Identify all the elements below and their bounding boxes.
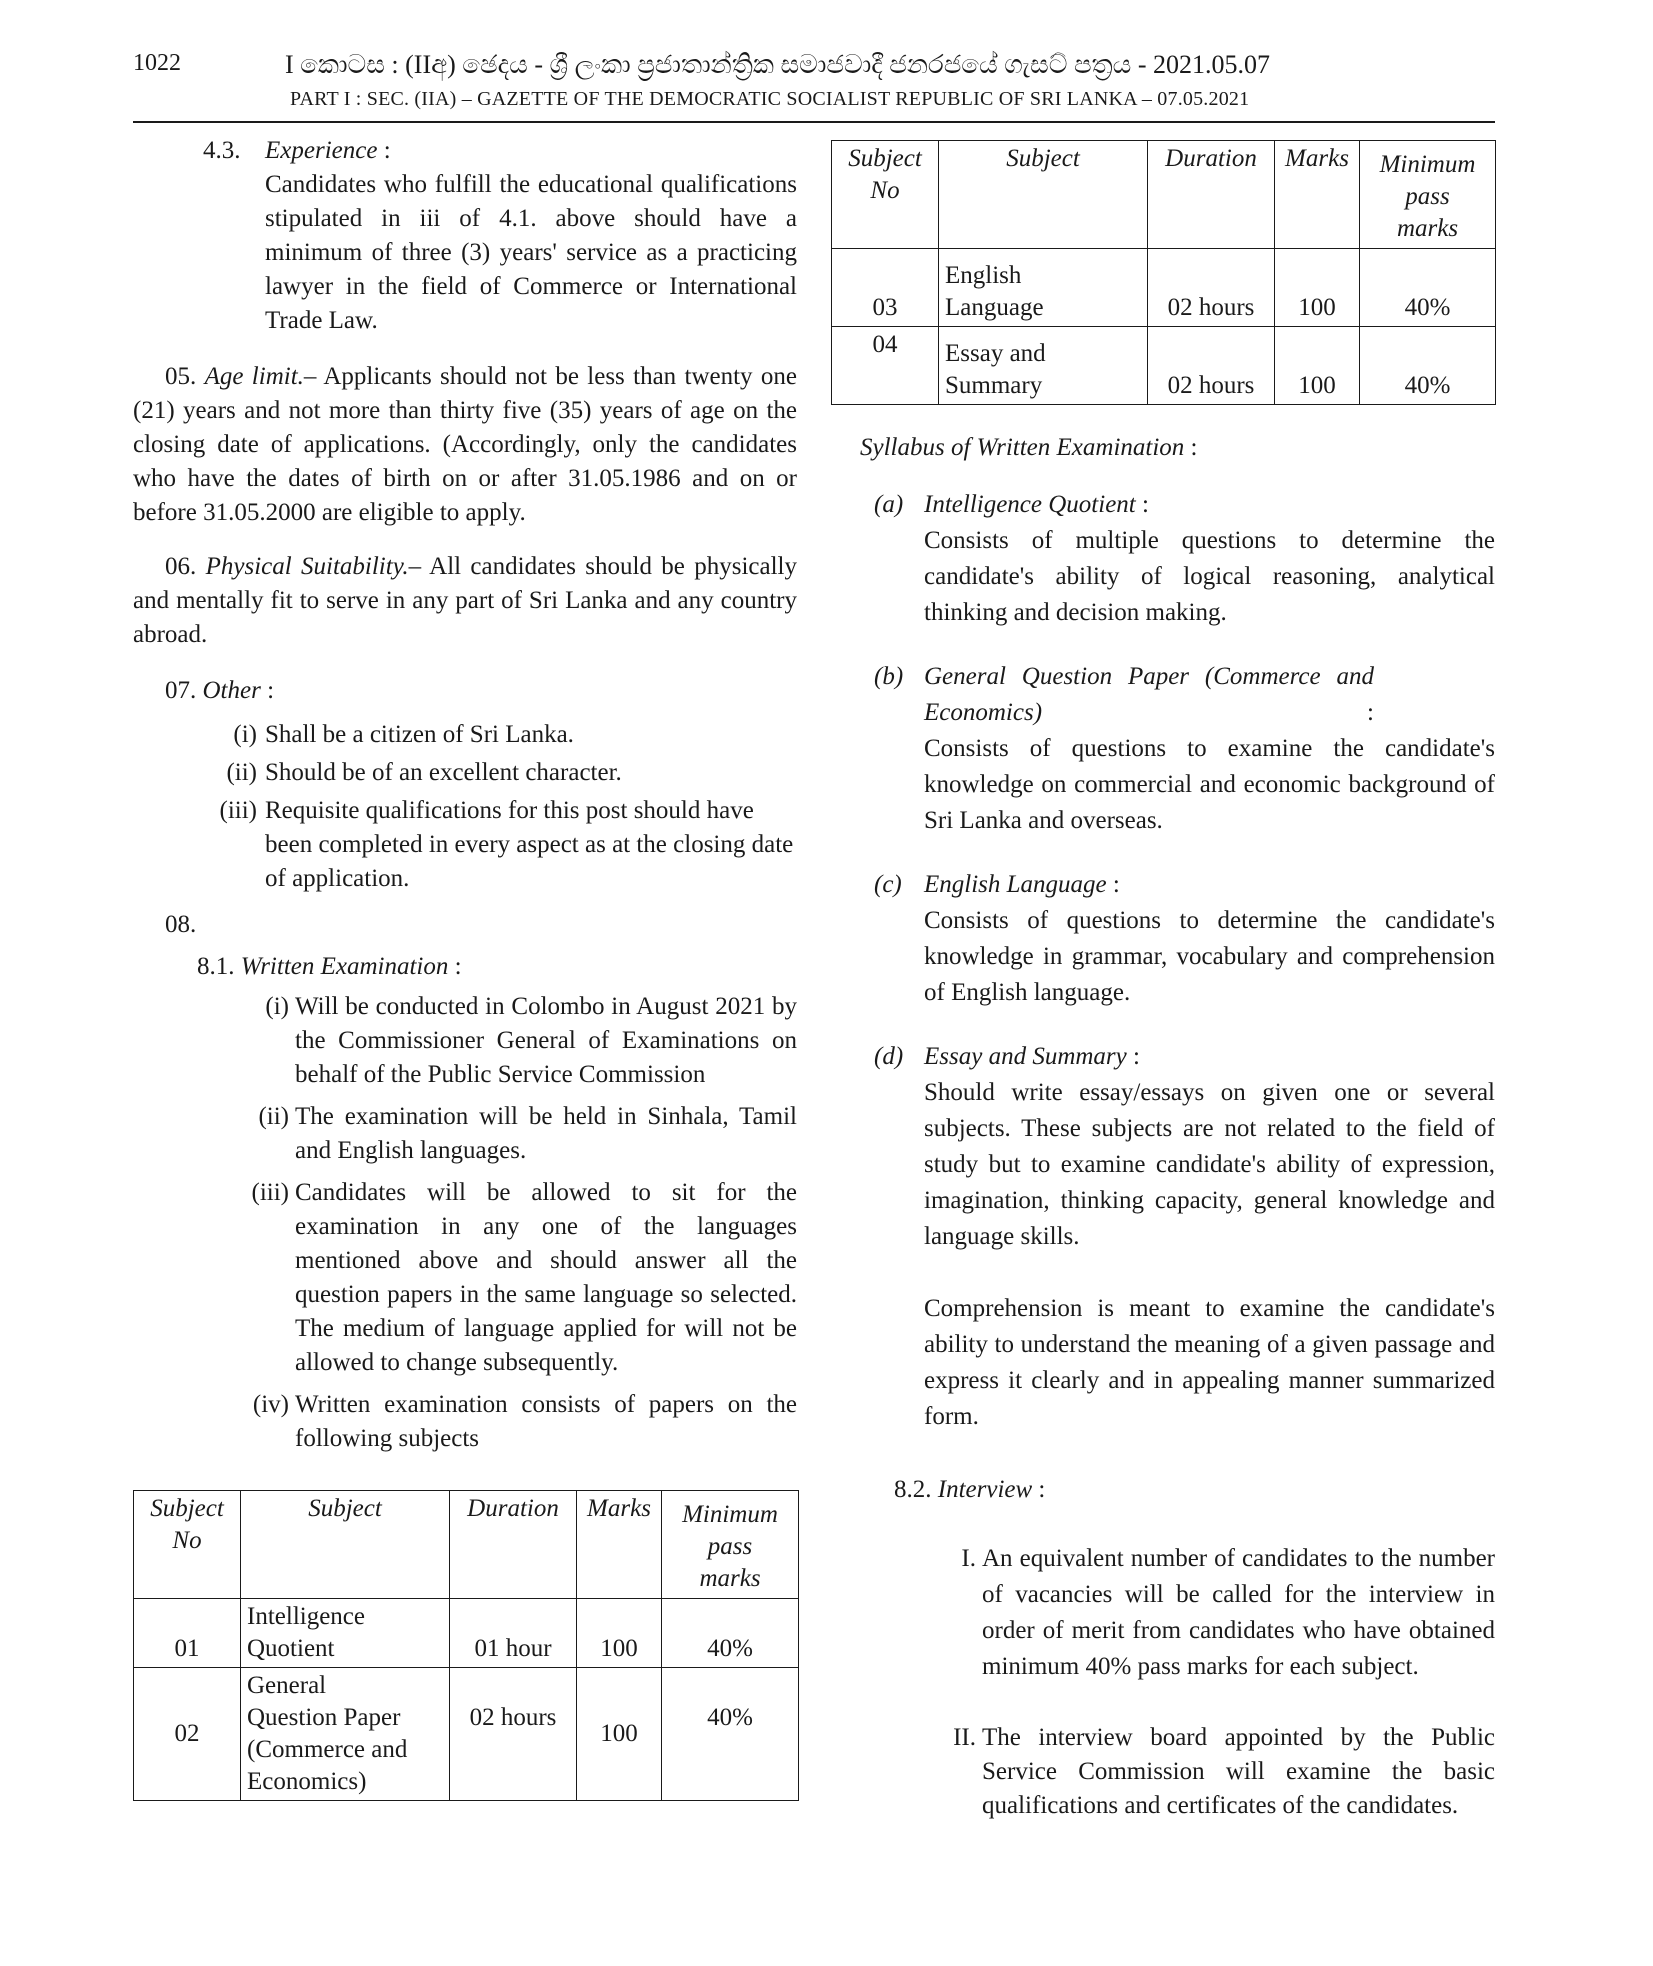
cell-minimum-pass-marks: 40% (1360, 327, 1496, 405)
table-header-row (832, 141, 1496, 249)
cell-minimum-pass-marks: 40% (662, 1599, 799, 1668)
list-item (133, 1176, 797, 1380)
item-mark: (b) (874, 663, 904, 690)
list-item (133, 718, 797, 752)
item-mark: (c) (874, 871, 902, 898)
item-text: Should be of an excellent character. (265, 759, 622, 786)
item-body-2: Comprehension is meant to examine the candidate's ability to understand the meaning of a given passage and express it clearly and in appealing manner summarized form. (924, 1295, 1495, 1430)
section-8-1: 8.1. Written Examination : (197, 953, 462, 980)
section-number: 8.1. (197, 953, 235, 980)
item-mark: (i) (233, 721, 257, 748)
item-mark: (d) (874, 1043, 904, 1070)
list-item (133, 990, 797, 1092)
item-title: Essay and Summary : (924, 1043, 1140, 1070)
section-number: 06. (165, 553, 197, 580)
syllabus-item-b (830, 659, 1495, 839)
section-body: All candidates should be physically and mentally fit to serve in any part of Sri Lanka and any country abroad. (133, 553, 797, 648)
list-item (830, 1541, 1495, 1685)
item-body: Consists of multiple questions to determine the candidate's ability of logical reasoning, analytical thinking and decision making. (924, 527, 1495, 626)
syllabus-title: Syllabus of Written Examination : (860, 434, 1198, 461)
syllabus-item-d (830, 1039, 1495, 1435)
section-06 (133, 550, 797, 652)
exam-subjects-table-2 (831, 140, 1496, 405)
section-07: 07. Other : (165, 677, 275, 704)
header-minimum-pass-marks: Minimum pass marks (662, 1491, 799, 1599)
cell-marks: 100 (577, 1599, 662, 1668)
item-mark: (iv) (252, 1391, 289, 1418)
item-text: Written examination consists of papers on the following subjects (295, 1391, 797, 1452)
syllabus-item-c (830, 867, 1495, 1011)
section-body: Applicants should not be less than twenty one (21) years and not more than thirty five (35) years of age on the closing date of applications. (Accordingly, only the candidates who have the dates of birth on or after 31.05.1986 and on or before 31.05.2000 are eligible to apply. (133, 363, 797, 526)
cell-duration: 02 hours (1148, 327, 1275, 405)
list-item (133, 1100, 797, 1168)
header-subject: Subject (241, 1491, 450, 1599)
table-header-row (134, 1491, 799, 1599)
item-title: Intelligence Quotient : (924, 491, 1149, 518)
item-title: English Language : (924, 871, 1120, 898)
cell-minimum-pass-marks: 40% (1360, 249, 1496, 327)
item-text: Will be conducted in Colombo in August 2021 by the Commissioner General of Examinations on behalf of the Public Service Commission (295, 993, 797, 1088)
cell-marks: 100 (1275, 249, 1360, 327)
header-minimum-pass-marks: Minimum pass marks (1360, 141, 1496, 249)
header-marks: Marks (577, 1491, 662, 1599)
item-mark: (iii) (219, 797, 257, 824)
section-number: 4.3. (203, 137, 241, 164)
header-rule (133, 121, 1495, 123)
cell-marks: 100 (1275, 327, 1360, 405)
header-subject-no: Subject No (134, 1491, 241, 1599)
table-row (832, 327, 1496, 405)
section-number: 05. (165, 363, 197, 390)
section-05 (133, 360, 797, 530)
cell-subject-no: 04 (832, 327, 939, 405)
section-title: Interview (937, 1476, 1033, 1503)
item-mark: (i) (265, 993, 289, 1020)
left-column (133, 134, 797, 1801)
list-item (133, 794, 797, 896)
cell-subject: Intelligence Quotient (241, 1599, 450, 1668)
header-subject: Subject (939, 141, 1148, 249)
table-row (134, 1599, 799, 1668)
cell-subject: Essay and Summary (939, 327, 1148, 405)
page-number: 1022 (133, 50, 181, 76)
cell-duration: 01 hour (450, 1599, 577, 1668)
item-mark: (a) (874, 491, 904, 518)
item-body: Consists of questions to examine the candidate's knowledge on commercial and economic background of Sri Lanka and overseas. (924, 735, 1495, 834)
syllabus-item-a (830, 487, 1495, 631)
right-column (830, 140, 1495, 1823)
cell-duration: 02 hours (1148, 249, 1275, 327)
header-title-english: PART I : SEC. (IIA) – GAZETTE OF THE DEMOCRATIC SOCIALIST REPUBLIC OF SRI LANKA – 07.05.2021 (290, 88, 1250, 110)
exam-subjects-table-1 (133, 1490, 799, 1801)
cell-minimum-pass-marks: 40% (662, 1668, 799, 1801)
header-title-sinhala: I කොටස : (IIඅ) ඡෙදය - ශ්‍රී ලංකා ප්‍රජාතාන්ත්‍රික සමාජවාදී ජනරජයේ ගැසට් පත්‍රය - 2021.05.07 (285, 50, 1271, 79)
table-row (134, 1668, 799, 1801)
section-title: Experience : (265, 137, 391, 164)
item-mark: (iii) (251, 1179, 289, 1206)
section-8-2: 8.2. Interview : (894, 1476, 1046, 1503)
section-number: 8.2. (894, 1476, 932, 1503)
item-mark: (ii) (226, 759, 257, 786)
section-body: Candidates who fulfill the educational qualifications stipulated in iii of 4.1. above should have a minimum of three (3) years' service as a practicing lawyer in the field of Commerce or International Trade Law. (265, 171, 797, 334)
list-item (830, 1721, 1495, 1823)
header-duration: Duration (1148, 141, 1275, 249)
item-mark: II. (953, 1724, 976, 1751)
list-item (133, 1388, 797, 1456)
cell-subject: English Language (939, 249, 1148, 327)
cell-subject-no: 03 (832, 249, 939, 327)
section-title: Age limit.– (204, 363, 317, 390)
list-item (133, 756, 797, 790)
item-text: Shall be a citizen of Sri Lanka. (265, 721, 574, 748)
cell-subject-no: 02 (134, 1668, 241, 1801)
table-row (832, 249, 1496, 327)
item-mark: (ii) (258, 1103, 289, 1130)
section-title: Written Examination (240, 953, 449, 980)
header-subject-no: Subject No (832, 141, 939, 249)
cell-subject-no: 01 (134, 1599, 241, 1668)
item-text: Candidates will be allowed to sit for the examination in any one of the languages mentioned above and should answer all the question papers in the same language so selected. The medium of language applied for will not be allowed to change subsequently. (295, 1179, 797, 1376)
section-title: Physical Suitability.– (205, 553, 422, 580)
item-title: General Question Paper (Commerce and Economics) : (924, 663, 1374, 726)
item-text: Requisite qualifications for this post should have been completed in every aspect as at the closing date of application. (265, 797, 794, 892)
section-4-3 (133, 134, 797, 338)
cell-marks: 100 (577, 1668, 662, 1801)
item-text: The interview board appointed by the Public Service Commission will examine the basic qualifications and certificates of the candidates. (982, 1724, 1495, 1819)
item-body: Consists of questions to determine the candidate's knowledge in grammar, vocabulary and comprehension of English language. (924, 907, 1495, 1006)
section-title: Other (202, 677, 261, 704)
header-duration: Duration (450, 1491, 577, 1599)
item-text: An equivalent number of candidates to the number of vacancies will be called for the interview in order of merit from candidates who have obtained minimum 40% pass marks for each subject. (982, 1545, 1495, 1680)
cell-subject: General Question Paper (Commerce and Economics) (241, 1668, 450, 1801)
item-text: The examination will be held in Sinhala, Tamil and English languages. (295, 1103, 797, 1164)
item-mark: I. (961, 1545, 976, 1572)
section-number: 07. (165, 677, 197, 704)
section-08: 08. (165, 911, 197, 938)
cell-duration: 02 hours (450, 1668, 577, 1801)
header-marks: Marks (1275, 141, 1360, 249)
item-body: Should write essay/essays on given one or several subjects. These subjects are not related to the field of study but to examine candidate's ability of expression, imagination, thinking capacity, general knowledge and language skills. (924, 1079, 1495, 1250)
